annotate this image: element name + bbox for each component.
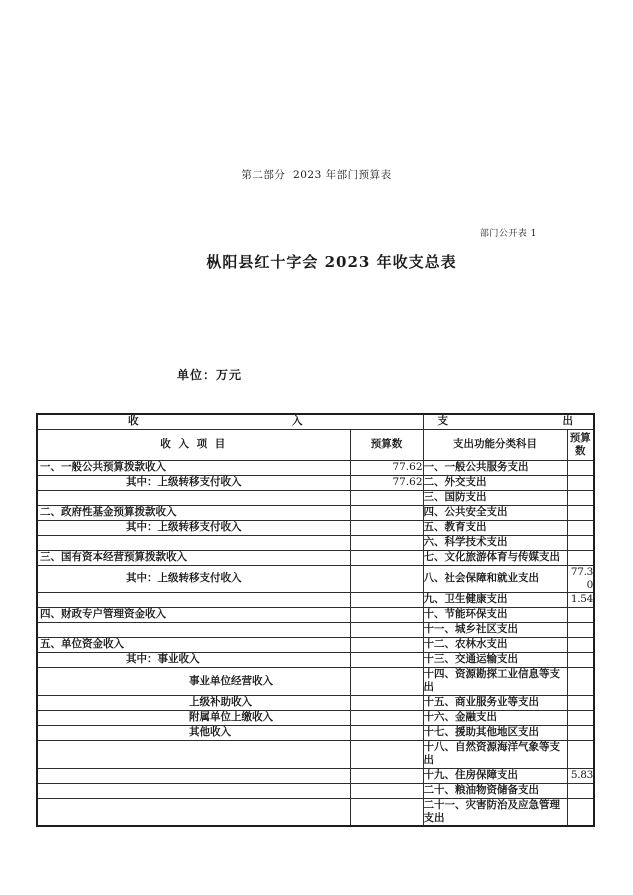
income-item-cell: 其中：上级转移支付收入 xyxy=(37,520,350,535)
expense-item-cell: 四、公共安全支出 xyxy=(423,505,567,520)
section-heading: 第二部分 2023 年部门预算表 xyxy=(241,169,392,181)
expense-item-cell: 二十、粮油物资储备支出 xyxy=(423,783,567,798)
income-value-cell xyxy=(350,725,423,740)
expense-item-cell: 十七、援助其他地区支出 xyxy=(423,725,567,740)
table-row xyxy=(37,505,594,520)
table-row xyxy=(37,710,594,725)
table-row xyxy=(37,535,594,550)
expense-value-cell xyxy=(567,505,594,520)
expense-item-cell: 十二、农林水支出 xyxy=(423,637,567,652)
expense-value-cell xyxy=(567,798,594,826)
income-group-header xyxy=(37,414,423,429)
income-item-cell: 其中：事业收入 xyxy=(37,652,350,667)
expense-value-cell xyxy=(567,520,594,535)
income-item-cell xyxy=(37,798,350,826)
expense-value-cell: 77.30 xyxy=(567,565,594,592)
table-row xyxy=(37,783,594,798)
expense-value-cell xyxy=(567,783,594,798)
budget-table xyxy=(36,413,595,827)
table-row xyxy=(37,550,594,565)
income-item-cell xyxy=(37,622,350,637)
income-item-cell: 三、国有资本经营预算拨款收入 xyxy=(37,550,350,565)
table-row xyxy=(37,475,594,490)
income-value-cell xyxy=(350,550,423,565)
expense-group-header xyxy=(423,414,594,429)
expense-item-cell: 八、社会保障和就业支出 xyxy=(423,565,567,592)
income-value-cell xyxy=(350,490,423,505)
income-value-cell xyxy=(350,798,423,826)
table-row xyxy=(37,460,594,475)
table-row xyxy=(37,607,594,622)
income-value-cell xyxy=(350,535,423,550)
expense-item-cell: 二十一、灾害防治及应急管理支出 xyxy=(423,798,567,826)
income-value-cell xyxy=(350,652,423,667)
expense-item-cell: 十四、资源勘探工业信息等支出 xyxy=(423,667,567,695)
table-row xyxy=(37,768,594,783)
expense-item-column-header: 支出功能分类科目 xyxy=(423,429,567,460)
income-item-cell: 五、单位资金收入 xyxy=(37,637,350,652)
income-item-cell xyxy=(37,490,350,505)
table-group-header-row xyxy=(37,414,594,429)
expense-item-cell: 十三、交通运输支出 xyxy=(423,652,567,667)
table-row xyxy=(37,490,594,505)
expense-item-cell: 十六、金融支出 xyxy=(423,710,567,725)
expense-value-cell xyxy=(567,652,594,667)
income-item-cell: 一、一般公共预算拨款收入 xyxy=(37,460,350,475)
income-value-cell xyxy=(350,740,423,768)
income-value-cell: 77.62 xyxy=(350,475,423,490)
table-row xyxy=(37,740,594,768)
expense-value-cell xyxy=(567,725,594,740)
table-row xyxy=(37,667,594,695)
expense-item-cell: 三、国防支出 xyxy=(423,490,567,505)
table-row xyxy=(37,565,594,592)
expense-value-cell xyxy=(567,550,594,565)
expense-value-cell: 5.83 xyxy=(567,768,594,783)
expense-item-cell: 十五、商业服务业等支出 xyxy=(423,695,567,710)
income-item-cell: 事业单位经营收入 xyxy=(37,667,350,695)
expense-value-cell xyxy=(567,535,594,550)
expense-group-char-right: 出 xyxy=(562,415,573,428)
expense-item-cell: 七、文化旅游体育与传媒支出 xyxy=(423,550,567,565)
income-group-char-left: 收 xyxy=(128,415,139,428)
income-value-cell xyxy=(350,565,423,592)
table-row xyxy=(37,637,594,652)
income-value-cell xyxy=(350,505,423,520)
income-item-cell: 其中：上级转移支付收入 xyxy=(37,565,350,592)
expense-item-cell: 十八、自然资源海洋气象等支出 xyxy=(423,740,567,768)
income-item-cell: 二、政府性基金预算拨款收入 xyxy=(37,505,350,520)
page-title: 枞阳县红十字会 2023 年收支总表 xyxy=(206,253,457,271)
table-row xyxy=(37,798,594,826)
unit-label: 单位：万元 xyxy=(177,368,243,382)
expense-value-cell xyxy=(567,695,594,710)
income-value-column-header: 预算数 xyxy=(350,429,423,460)
income-item-cell: 其中：上级转移支付收入 xyxy=(37,475,350,490)
income-item-cell xyxy=(37,768,350,783)
table-row xyxy=(37,592,594,607)
expense-value-cell xyxy=(567,637,594,652)
expense-group-char-left: 支 xyxy=(437,415,448,428)
table-column-header-row xyxy=(37,429,594,460)
table-row xyxy=(37,622,594,637)
expense-item-cell: 一、一般公共服务支出 xyxy=(423,460,567,475)
expense-value-cell xyxy=(567,710,594,725)
income-item-cell: 四、财政专户管理资金收入 xyxy=(37,607,350,622)
expense-item-cell: 十一、城乡社区支出 xyxy=(423,622,567,637)
expense-value-column-header: 预算数 xyxy=(567,429,594,460)
income-item-cell: 上级补助收入 xyxy=(37,695,350,710)
income-value-cell xyxy=(350,768,423,783)
expense-item-cell: 五、教育支出 xyxy=(423,520,567,535)
income-item-cell xyxy=(37,592,350,607)
expense-value-cell xyxy=(567,475,594,490)
expense-value-cell xyxy=(567,607,594,622)
expense-value-cell xyxy=(567,622,594,637)
budget-table-body xyxy=(37,460,594,826)
income-item-column-header: 收 入 项 目 xyxy=(37,429,350,460)
income-item-cell: 附属单位上缴收入 xyxy=(37,710,350,725)
expense-item-cell: 九、卫生健康支出 xyxy=(423,592,567,607)
expense-value-cell xyxy=(567,490,594,505)
income-value-cell xyxy=(350,607,423,622)
income-item-cell xyxy=(37,740,350,768)
table-row xyxy=(37,725,594,740)
expense-item-cell: 十、节能环保支出 xyxy=(423,607,567,622)
income-value-cell xyxy=(350,710,423,725)
income-value-cell xyxy=(350,520,423,535)
income-value-cell xyxy=(350,592,423,607)
table-row xyxy=(37,695,594,710)
income-value-cell xyxy=(350,695,423,710)
table-row xyxy=(37,652,594,667)
expense-value-cell xyxy=(567,740,594,768)
income-value-cell xyxy=(350,667,423,695)
expense-value-cell xyxy=(567,667,594,695)
table-row xyxy=(37,520,594,535)
expense-item-cell: 二、外交支出 xyxy=(423,475,567,490)
income-item-cell xyxy=(37,535,350,550)
table-ref-label: 部门公开表 1 xyxy=(479,229,537,239)
income-value-cell xyxy=(350,637,423,652)
expense-value-cell: 1.54 xyxy=(567,592,594,607)
income-value-cell xyxy=(350,783,423,798)
income-group-char-right: 入 xyxy=(292,415,303,428)
income-value-cell: 77.62 xyxy=(350,460,423,475)
expense-item-cell: 十九、住房保障支出 xyxy=(423,768,567,783)
income-item-cell: 其他收入 xyxy=(37,725,350,740)
income-item-cell xyxy=(37,783,350,798)
expense-value-cell xyxy=(567,460,594,475)
expense-item-cell: 六、科学技术支出 xyxy=(423,535,567,550)
income-value-cell xyxy=(350,622,423,637)
